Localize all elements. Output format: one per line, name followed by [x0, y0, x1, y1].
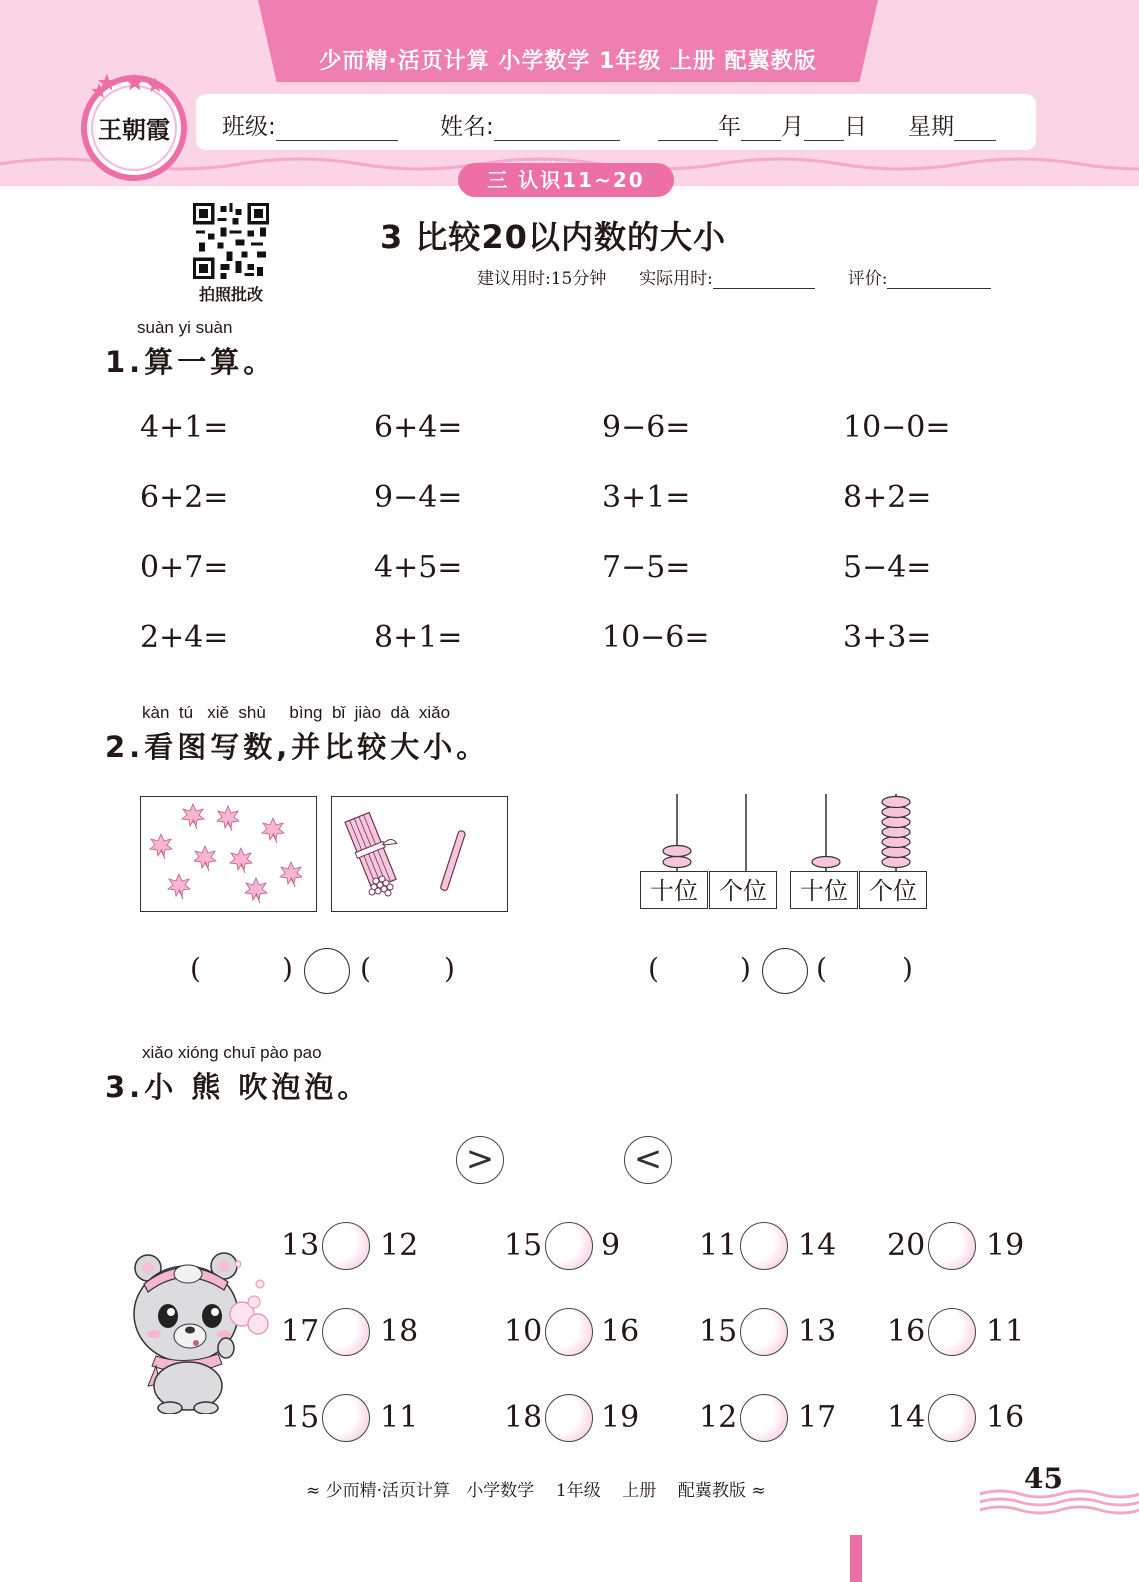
equation[interactable]: 8+1=: [374, 620, 463, 655]
footer-text: ≈ 少而精·活页计算 小学数学 1年级 上册 配冀教版 ≈: [306, 1481, 766, 1501]
leaves-picture: [140, 796, 317, 912]
q1-pinyin: suàn yi suàn: [137, 318, 233, 337]
equation[interactable]: 3+1=: [602, 480, 691, 515]
right-number: 17: [798, 1400, 837, 1435]
answer-bubble[interactable]: [545, 1308, 593, 1356]
evaluation-label: 评价:: [847, 269, 888, 289]
date-field[interactable]: [658, 108, 867, 141]
right-number: 13: [798, 1314, 837, 1349]
tens-label: 十位: [640, 871, 708, 909]
week-label: 星期: [908, 114, 954, 140]
equation[interactable]: 9−6=: [602, 410, 691, 445]
left-number: 15: [504, 1228, 543, 1263]
equation[interactable]: 4+1=: [140, 410, 229, 445]
left-number: 13: [281, 1228, 320, 1263]
brand-logo-icon: [78, 70, 190, 182]
right-number: 14: [798, 1228, 837, 1263]
left-number: 11: [699, 1228, 738, 1263]
ones-label: 个位: [859, 871, 927, 909]
answer-bubble[interactable]: [928, 1222, 976, 1270]
equation[interactable]: 10−0=: [843, 410, 951, 445]
lesson-title: 3 比较20以内数的大小: [380, 218, 726, 256]
right-number: 11: [380, 1400, 419, 1435]
left-number: 14: [887, 1400, 926, 1435]
greater-than-bubble: >: [456, 1136, 504, 1184]
qr-label: 拍照批改: [198, 285, 263, 304]
answer-paren-close: ): [740, 952, 751, 985]
answer-bubble[interactable]: [928, 1308, 976, 1356]
answer-bubble[interactable]: [740, 1222, 788, 1270]
right-number: 19: [986, 1228, 1025, 1263]
left-number: 15: [281, 1400, 320, 1435]
answer-paren-open: (: [190, 952, 201, 985]
equation[interactable]: 8+2=: [843, 480, 932, 515]
name-label: 姓名:: [440, 114, 494, 140]
compare-circle[interactable]: [304, 948, 350, 994]
class-field[interactable]: [222, 108, 398, 141]
answer-blank[interactable]: [192, 948, 292, 992]
tens-label: 十位: [790, 871, 858, 909]
qr-code-icon[interactable]: [193, 203, 269, 279]
actual-time-label: 实际用时:: [639, 269, 713, 289]
right-number: 16: [986, 1400, 1025, 1435]
left-number: 10: [504, 1314, 543, 1349]
less-than-bubble: <: [624, 1136, 672, 1184]
answer-paren-open: (: [816, 952, 827, 985]
equation[interactable]: 0+7=: [140, 550, 229, 585]
equation[interactable]: 9−4=: [374, 480, 463, 515]
answer-bubble[interactable]: [545, 1394, 593, 1442]
bear-blowing-bubbles-icon: [126, 1244, 276, 1414]
equation[interactable]: 2+4=: [140, 620, 229, 655]
suggested-time: 建议用时:15分钟: [477, 269, 607, 289]
equation[interactable]: 4+5=: [374, 550, 463, 585]
answer-bubble[interactable]: [322, 1394, 370, 1442]
page-edge-tab: [850, 1535, 862, 1582]
time-line: [477, 264, 991, 289]
right-number: 9: [601, 1228, 621, 1263]
equation[interactable]: 7−5=: [602, 550, 691, 585]
equation[interactable]: 3+3=: [843, 620, 932, 655]
logo-text: 王朝霞: [98, 115, 170, 144]
right-number: 12: [380, 1228, 419, 1263]
weekday-field[interactable]: [908, 108, 996, 141]
year-label: 年: [718, 114, 741, 140]
left-number: 18: [504, 1400, 543, 1435]
answer-bubble[interactable]: [740, 1394, 788, 1442]
left-number: 16: [887, 1314, 926, 1349]
equation[interactable]: 5−4=: [843, 550, 932, 585]
answer-blank[interactable]: [362, 948, 452, 992]
answer-paren-close: ): [902, 952, 913, 985]
actual-time-field[interactable]: [713, 270, 815, 289]
month-label: 月: [781, 114, 804, 140]
answer-blank[interactable]: [650, 948, 750, 992]
maple-leaves-icon: [141, 797, 316, 911]
q3-heading: 3.小 熊 吹泡泡。: [105, 1070, 371, 1104]
left-number: 20: [887, 1228, 926, 1263]
answer-bubble[interactable]: [545, 1222, 593, 1270]
left-number: 17: [281, 1314, 320, 1349]
ones-label: 个位: [709, 871, 777, 909]
answer-bubble[interactable]: [740, 1308, 788, 1356]
answer-paren-close: ): [282, 952, 293, 985]
left-number: 12: [699, 1400, 738, 1435]
answer-bubble[interactable]: [928, 1394, 976, 1442]
right-number: 19: [601, 1400, 640, 1435]
sticks-picture: [331, 796, 508, 912]
equation[interactable]: 6+2=: [140, 480, 229, 515]
series-title: 少而精·活页计算 小学数学 1年级 上册 配冀教版: [319, 49, 817, 74]
compare-circle[interactable]: [762, 948, 808, 994]
answer-bubble[interactable]: [322, 1222, 370, 1270]
answer-paren-open: (: [360, 952, 371, 985]
answer-bubble[interactable]: [322, 1308, 370, 1356]
answer-paren-close: ): [444, 952, 455, 985]
class-label: 班级:: [222, 114, 276, 140]
equation[interactable]: 6+4=: [374, 410, 463, 445]
page-number: 45: [1024, 1462, 1063, 1495]
name-field[interactable]: [440, 108, 620, 141]
q1-heading: 1.算一算。: [105, 345, 277, 379]
q2-pinyin: kàn tú xiě shù bìng bǐ jiào dà xiǎo: [142, 703, 451, 722]
unit-label: 三 认识11~20: [458, 163, 674, 197]
answer-blank[interactable]: [818, 948, 908, 992]
right-number: 18: [380, 1314, 419, 1349]
day-label: 日: [844, 114, 867, 140]
right-number: 11: [986, 1314, 1025, 1349]
evaluation-field[interactable]: [887, 270, 991, 289]
left-number: 15: [699, 1314, 738, 1349]
abacus-icon: [640, 790, 930, 872]
equation[interactable]: 10−6=: [602, 620, 710, 655]
q3-pinyin: xiǎo xióng chuī pào pao: [142, 1043, 322, 1062]
stick-bundle-icon: [332, 797, 507, 911]
q2-heading: 2.看图写数,并比较大小。: [105, 730, 490, 764]
answer-paren-open: (: [648, 952, 659, 985]
right-number: 16: [601, 1314, 640, 1349]
